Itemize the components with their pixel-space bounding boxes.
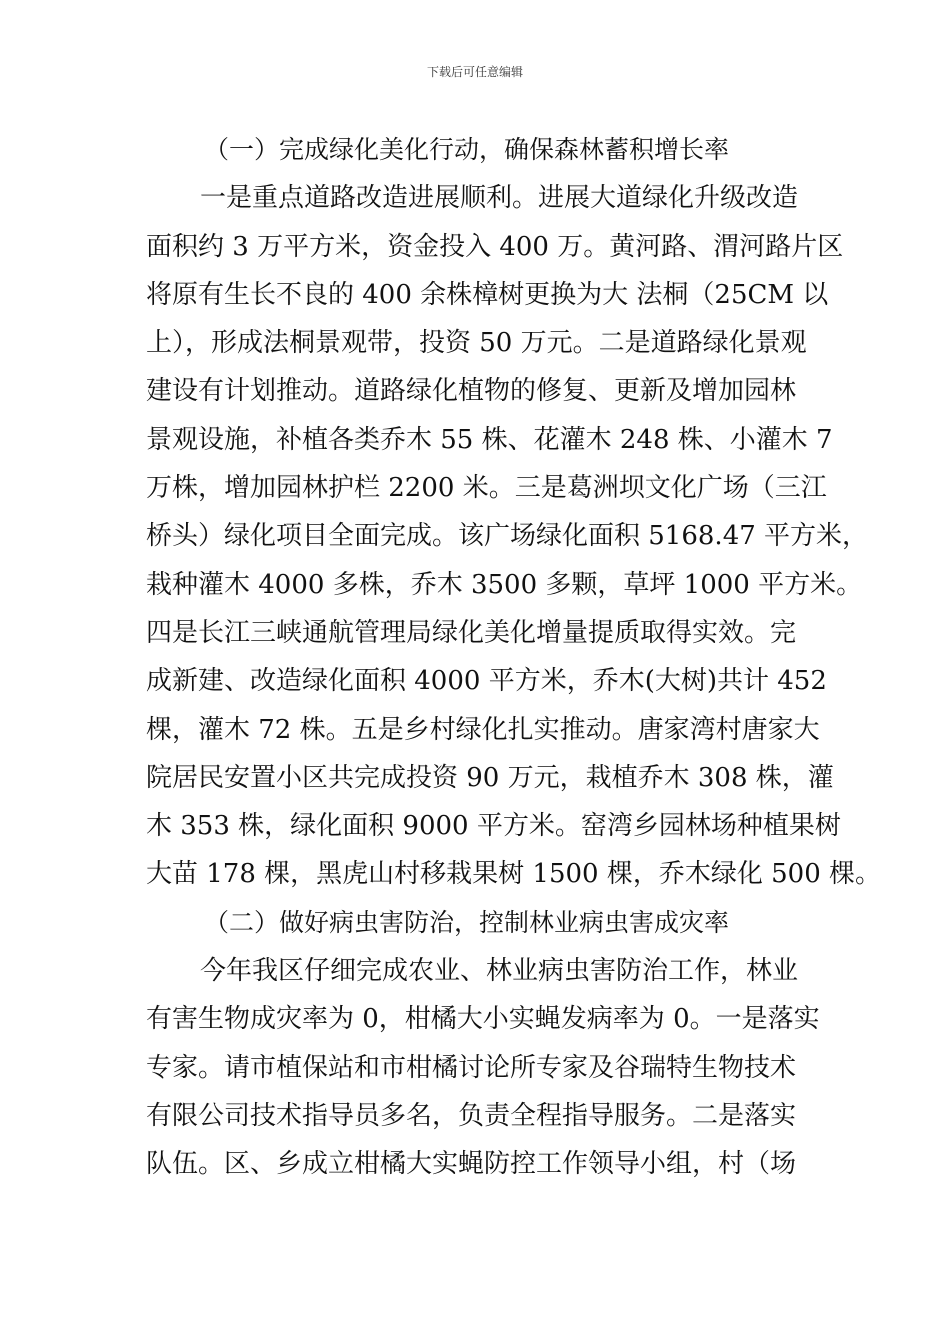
- paragraph-1-line-2: 面积约 3 万平方米，资金投入 400 万。黄河路、渭河路片区: [146, 231, 844, 262]
- paragraph-1-line-8: 桥头）绿化项目全面完成。该广场绿化面积 5168.47 平方米，: [146, 521, 869, 552]
- paragraph-1-line-4: 上），形成法桐景观带，投资 50 万元。二是道路绿化景观: [146, 328, 807, 359]
- paragraph-2-line-4: 有限公司技术指导员多名，负责全程指导服务。二是落实: [146, 1100, 797, 1131]
- page-header-note: 下载后可任意编辑: [426, 65, 523, 79]
- paragraph-1-line-11: 成新建、改造绿化面积 4000 平方米，乔木(大树)共计 452: [146, 666, 827, 697]
- section-heading-1: （一）完成绿化美化行动，确保森林蓄积增长率: [204, 135, 730, 164]
- paragraph-1-line-6: 景观设施，补植各类乔木 55 株、花灌木 248 株、小灌木 7: [146, 424, 833, 455]
- paragraph-2-line-3: 专家。请市植保站和市柑橘讨论所专家及谷瑞特生物技术: [146, 1052, 797, 1083]
- paragraph-1-line-10: 四是长江三峡通航管理局绿化美化增量提质取得实效。完: [146, 617, 797, 648]
- section-heading-2: （二）做好病虫害防治，控制林业病虫害成灾率: [204, 907, 730, 937]
- paragraph-1-line-13: 院居民安置小区共完成投资 90 万元，栽植乔木 308 株，灌: [146, 762, 834, 793]
- paragraph-2-line-5: 队伍。区、乡成立柑橘大实蝇防控工作领导小组，村（场: [146, 1149, 797, 1180]
- paragraph-1-line-1: 一是重点道路改造进展顺利。进展大道绿化升级改造: [200, 183, 799, 214]
- paragraph-1-line-3: 将原有生长不良的 400 余株樟树更换为大 法桐（25CM 以: [146, 279, 829, 310]
- paragraph-1-line-5: 建设有计划推动。道路绿化植物的修复、更新及增加园林: [146, 376, 797, 407]
- paragraph-2-line-1: 今年我区仔细完成农业、林业病虫害防治工作，林业: [200, 956, 799, 987]
- paragraph-1-line-14: 木 353 株，绿化面积 9000 平方米。窑湾乡园林场种植果树: [146, 811, 841, 842]
- paragraph-1-line-7: 万株，增加园林护栏 2200 米。三是葛洲坝文化广场（三江: [146, 473, 827, 504]
- document-body: [146, 126, 882, 1189]
- paragraph-1-line-12: 棵，灌木 72 株。五是乡村绿化扎实推动。唐家湾村唐家大: [146, 714, 820, 745]
- paragraph-1-line-9: 栽种灌木 4000 多株，乔木 3500 多颗，草坪 1000 平方米。: [146, 569, 863, 600]
- paragraph-2-line-2: 有害生物成灾率为 0，柑橘大小实蝇发病率为 0。一是落实: [146, 1004, 820, 1035]
- paragraph-1-line-15: 大苗 178 棵，黑虎山村移栽果树 1500 棵，乔木绿化 500 棵。: [146, 859, 882, 890]
